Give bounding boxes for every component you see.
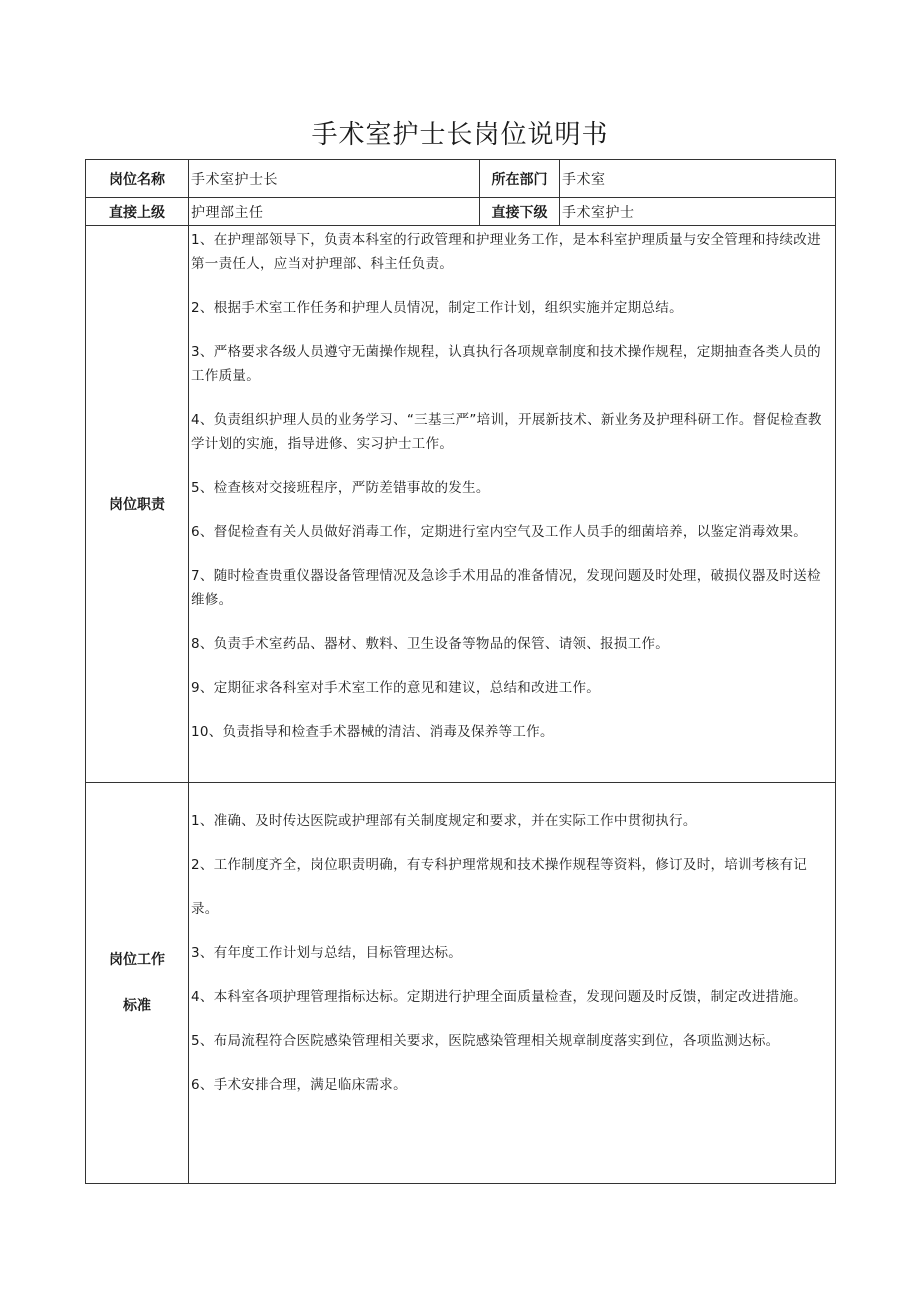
standard-item: 4、本科室各项护理管理指标达标。定期进行护理全面质量检查，发现问题及时反馈，制定改进措施。 (191, 989, 808, 1005)
standards-label-line1: 岗位工作 (109, 952, 165, 968)
position-name-label: 岗位名称 (86, 160, 189, 198)
table-row (86, 160, 836, 198)
job-description-table (85, 159, 836, 1184)
duty-item: 4、负责组织护理人员的业务学习、“三基三严”培训，开展新技术、新业务及护理科研工作。督促检查教学计划的实施，指导进修、实习护士工作。 (191, 412, 822, 452)
duty-item: 8、负责手术室药品、器材、敷料、卫生设备等物品的保管、请领、报损工作。 (191, 636, 670, 652)
standards-row (86, 783, 836, 1184)
standards-label (86, 783, 189, 1184)
standard-item: 6、手术安排合理，满足临床需求。 (191, 1077, 407, 1093)
table-row (86, 198, 836, 226)
duty-item: 5、检查核对交接班程序，严防差错事故的发生。 (191, 480, 490, 496)
duties-row (86, 226, 836, 783)
duty-item: 1、在护理部领导下，负责本科室的行政管理和护理业务工作，是本科室护理质量与安全管理和持续改进第一责任人，应当对护理部、科主任负责。 (191, 232, 821, 272)
standards-label-line2: 标准 (123, 998, 151, 1014)
duty-item: 3、严格要求各级人员遵守无菌操作规程，认真执行各项规章制度和技术操作规程，定期抽查各类人员的工作质量。 (191, 344, 821, 384)
duties-content (189, 226, 836, 783)
standard-item: 2、工作制度齐全，岗位职责明确，有专科护理常规和技术操作规程等资料，修订及时，培训考核有记录。 (191, 857, 808, 917)
superior-label: 直接上级 (86, 198, 189, 226)
department-value: 手术室 (560, 160, 836, 198)
duty-item: 7、随时检查贵重仪器设备管理情况及急诊手术用品的准备情况，发现问题及时处理，破损仪器及时送检维修。 (191, 568, 821, 608)
standard-item: 3、有年度工作计划与总结，目标管理达标。 (191, 945, 463, 961)
subordinate-label: 直接下级 (480, 198, 560, 226)
standards-content (189, 783, 836, 1184)
department-label: 所在部门 (480, 160, 560, 198)
duties-label: 岗位职责 (86, 226, 189, 783)
standard-item: 5、布局流程符合医院感染管理相关要求，医院感染管理相关规章制度落实到位，各项监测达标。 (191, 1033, 780, 1049)
duty-item: 10、负责指导和检查手术器械的清洁、消毒及保养等工作。 (191, 724, 554, 740)
document-title: 手术室护士长岗位说明书 (311, 120, 609, 150)
subordinate-value: 手术室护士 (560, 198, 836, 226)
position-name-value: 手术室护士长 (189, 160, 480, 198)
duty-item: 9、定期征求各科室对手术室工作的意见和建议，总结和改进工作。 (191, 680, 601, 696)
standard-item: 1、准确、及时传达医院或护理部有关制度规定和要求，并在实际工作中贯彻执行。 (191, 813, 697, 829)
duty-item: 2、根据手术室工作任务和护理人员情况，制定工作计划，组织实施并定期总结。 (191, 300, 683, 316)
superior-value: 护理部主任 (189, 198, 480, 226)
duty-item: 6、督促检查有关人员做好消毒工作，定期进行室内空气及工作人员手的细菌培养，以鉴定消毒效果。 (191, 524, 808, 540)
